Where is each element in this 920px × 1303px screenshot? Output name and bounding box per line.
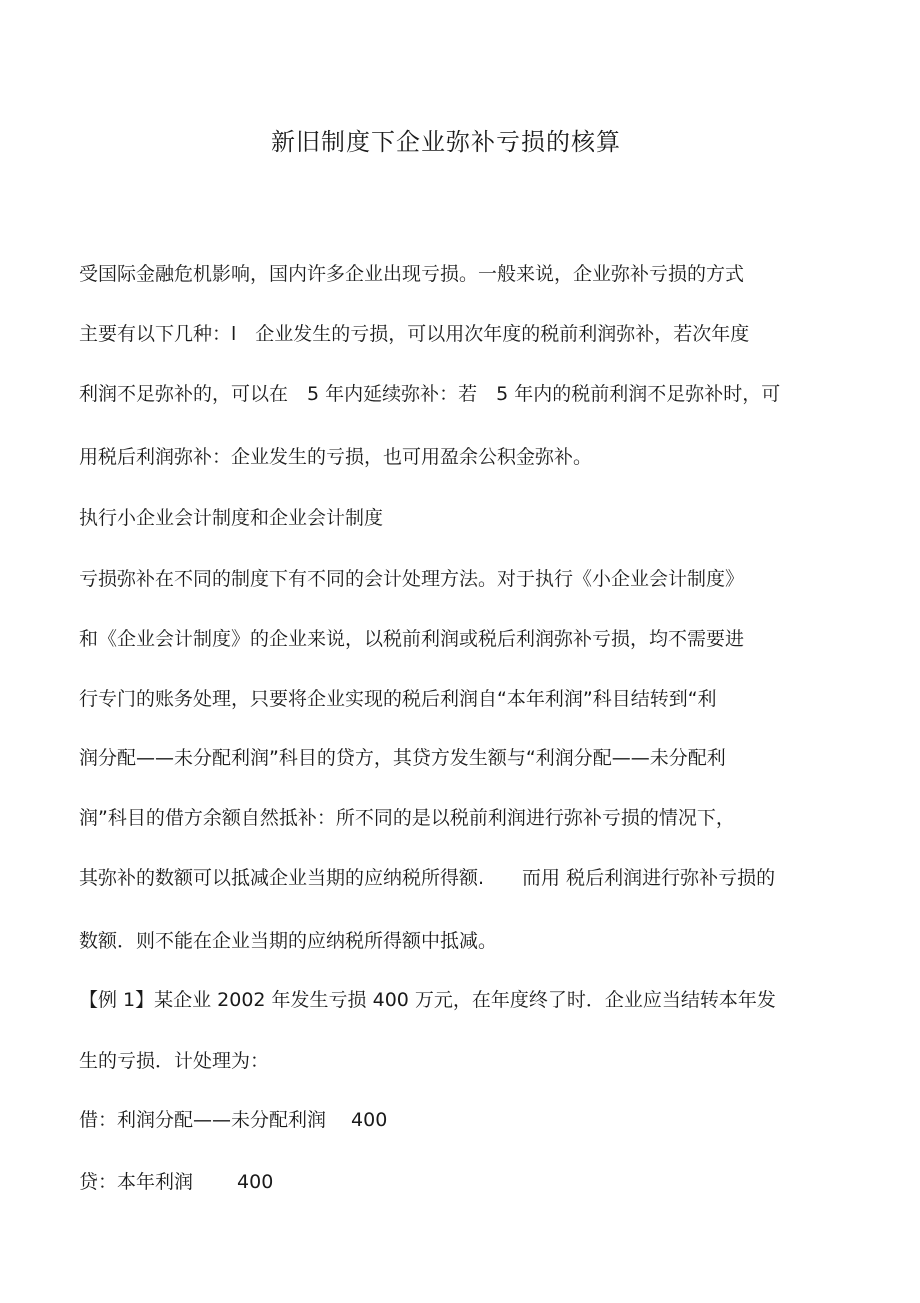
paragraph-line: 润”科目的借方余额自然抵补：所不同的是以税前利润进行弥补亏损的情况下， — [79, 807, 735, 829]
paragraph-line: 受国际金融危机影响，国内许多企业出现亏损。一般来说，企业弥补亏损的方式 — [79, 263, 745, 285]
journal-entry-credit: 贷：本年利润 400 — [79, 1171, 274, 1193]
paragraph-line: 利润不足弥补的，可以在 5 年内延续弥补：若 5 年内的税前利润不足弥补时，可 — [79, 383, 781, 405]
example-line: 【例 1】某企业 2002 年发生亏损 400 万元，在年度终了时．企业应当结转本年发 — [79, 989, 776, 1011]
paragraph-line: 主要有以下几种：l 企业发生的亏损，可以用次年度的税前利润弥补，若次年度 — [79, 323, 750, 345]
paragraph-line: 用税后利润弥补：企业发生的亏损，也可用盈余公积金弥补。 — [79, 446, 593, 468]
document-title: 新旧制度下企业弥补亏损的核算 — [271, 128, 621, 156]
paragraph-line: 其弥补的数额可以抵减企业当期的应纳税所得额. 而用 税后利润进行弥补亏损的 — [79, 867, 776, 889]
paragraph-line: 润分配——未分配利润”科目的贷方，其贷方发生额与“利润分配——未分配利 — [79, 747, 726, 769]
section-heading: 执行小企业会计制度和企业会计制度 — [79, 507, 384, 529]
paragraph-line: 数额．则不能在企业当期的应纳税所得额中抵减。 — [79, 930, 498, 952]
journal-entry-debit: 借：利润分配——未分配利润 400 — [79, 1109, 388, 1131]
paragraph-line: 和《企业会计制度》的企业来说，以税前利润或税后利润弥补亏损，均不需要进 — [79, 628, 745, 650]
example-line: 生的亏损．计处理为： — [79, 1050, 270, 1072]
paragraph-line: 亏损弥补在不同的制度下有不同的会计处理方法。对于执行《小企业会计制度》 — [79, 568, 745, 590]
paragraph-line: 行专门的账务处理，只要将企业实现的税后利润自“本年利润”科目结转到“利 — [79, 688, 717, 710]
